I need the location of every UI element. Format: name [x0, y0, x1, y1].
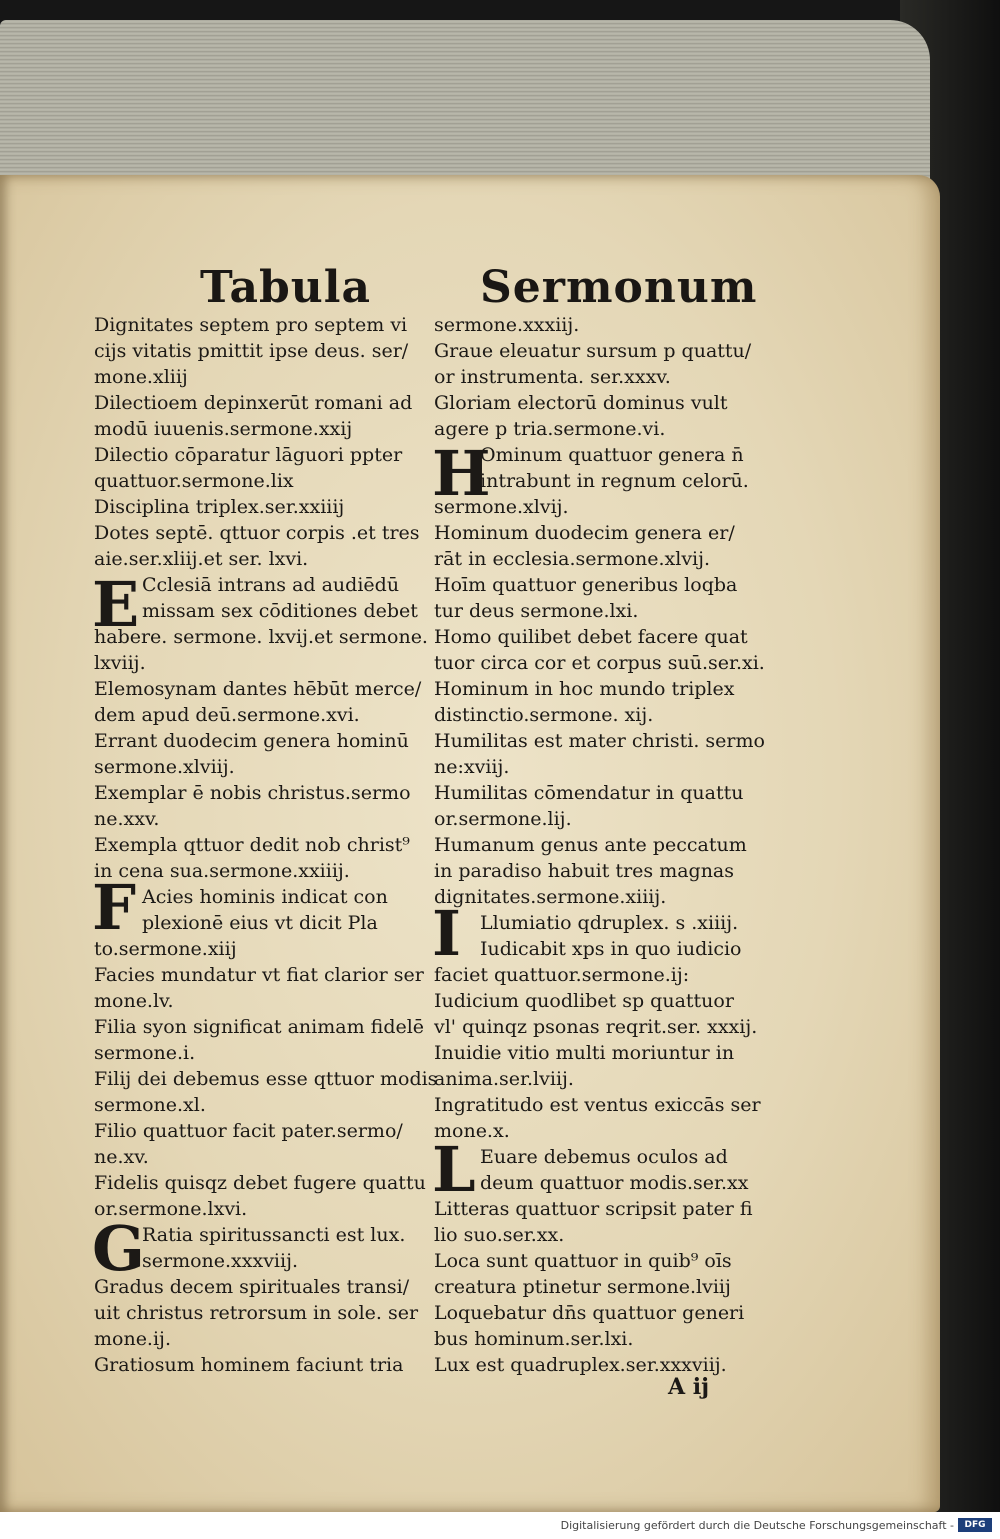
text-line: or instrumenta. ser.xxxv.	[434, 366, 671, 388]
text-line: ne.xxv.	[94, 808, 160, 830]
text-line: Llumiatio qdruplex. s .xiiij.	[480, 912, 739, 934]
text-line: in cena sua.sermone.xxiiij.	[94, 860, 350, 882]
text-line: creatura ptinetur sermone.lviij	[434, 1276, 731, 1298]
text-line: dem apud deū.sermone.xvi.	[94, 704, 360, 726]
initial-L: L	[432, 1133, 476, 1206]
text-line: bus hominum.ser.lxi.	[434, 1328, 634, 1350]
text-line: uit christus retrorsum in sole. ser	[94, 1302, 419, 1324]
text-line: Homo quilibet debet facere quat	[434, 626, 748, 648]
text-line: Humilitas est mater christi. sermo	[434, 730, 765, 752]
left-column	[94, 312, 464, 1378]
text-line: anima.ser.lviij.	[434, 1068, 574, 1090]
text-line: ne.xv.	[94, 1146, 149, 1168]
text-line: modū iuuenis.sermone.xxij	[94, 418, 353, 440]
text-line: vl' quinqz psonas reqrit.ser. xxxij.	[434, 1016, 758, 1038]
text-line: Hominum in hoc mundo triplex	[434, 678, 735, 700]
initial-E: E	[92, 568, 140, 641]
text-line: Iudicium quodlibet sp quattuor	[434, 990, 734, 1012]
text-line: Inuidie vitio multi moriuntur in	[434, 1042, 735, 1064]
text-line: Errant duodecim genera hominū	[94, 730, 409, 752]
text-line: Humilitas cōmendatur in quattu	[434, 782, 744, 804]
text-line: quattuor.sermone.lix	[94, 470, 294, 492]
text-line: Ingratitudo est ventus exiccās ser	[434, 1094, 761, 1116]
text-line: Loca sunt quattuor in quib⁹ oīs	[434, 1250, 732, 1272]
text-line: dignitates.sermone.xiiij.	[434, 886, 667, 908]
text-line: or.sermone.lxvi.	[94, 1198, 248, 1220]
text-line: Facies mundatur vt fiat clarior ser	[94, 964, 424, 986]
text-line: Ominum quattuor genera n̄	[480, 444, 744, 466]
text-line: Elemosynam dantes hēbūt merce/	[94, 678, 422, 700]
text-line: Filij dei debemus esse qttuor modis	[94, 1068, 438, 1090]
dfg-logo: DFG	[958, 1518, 992, 1532]
text-line: ne:xviij.	[434, 756, 510, 778]
text-line: sermone.xl.	[94, 1094, 206, 1116]
text-line: to.sermone.xiij	[94, 938, 237, 960]
text-line: Humanum genus ante peccatum	[434, 834, 747, 856]
initial-H: H	[432, 437, 491, 510]
text-line: in paradiso habuit tres magnas	[434, 860, 735, 882]
text-line: tuor circa cor et corpus suū.ser.xi.	[434, 652, 765, 674]
text-line: Fidelis quisqz debet fugere quattu	[94, 1172, 426, 1194]
text-line: habere. sermone. lxvij.et sermone.	[94, 626, 428, 648]
text-line: missam sex cōditiones debet	[142, 600, 418, 622]
text-line: Litteras quattuor scripsit pater fi	[434, 1198, 753, 1220]
text-line: mone.xliij	[94, 366, 188, 388]
text-line: Disciplina triplex.ser.xxiiij	[94, 496, 345, 518]
text-line: Hoīm quattuor generibus loqba	[434, 574, 738, 596]
signature-mark: A ij	[668, 1374, 710, 1400]
text-line: aie.ser.xliij.et ser. lxvi.	[94, 548, 309, 570]
text-line: sermone.xxxiij.	[434, 314, 580, 336]
text-line: intrabunt in regnum celorū.	[480, 470, 749, 492]
right-column	[434, 312, 774, 1378]
text-line: Acies hominis indicat con	[142, 886, 388, 908]
header-left: Tabula	[200, 262, 372, 313]
text-line: Gradus decem spirituales transi/	[94, 1276, 410, 1298]
text-line: Gratiosum hominem faciunt tria	[94, 1354, 404, 1376]
initial-F: F	[92, 871, 137, 944]
text-line: Dignitates septem pro septem vi	[94, 314, 408, 336]
text-line: sermone.xxxviij.	[142, 1250, 299, 1272]
header-right: Sermonum	[480, 262, 758, 313]
text-line: Graue eleuatur sursum p quattu/	[434, 340, 752, 362]
text-line: Dotes septē. qttuor corpis .et tres	[94, 522, 420, 544]
text-line: Filio quattuor facit pater.sermo/	[94, 1120, 403, 1142]
text-line: deum quattuor modis.ser.xx	[480, 1172, 749, 1194]
text-line: mone.lv.	[94, 990, 174, 1012]
text-line: Lux est quadruplex.ser.xxxviij.	[434, 1354, 727, 1376]
text-line: faciet quattuor.sermone.ij:	[434, 964, 690, 986]
footer-credit: Digitalisierung gefördert durch die Deutsche Forschungsgemeinschaft -	[560, 1519, 954, 1532]
text-line: sermone.xlviij.	[94, 756, 235, 778]
page-edges	[0, 20, 930, 185]
text-line: or.sermone.lij.	[434, 808, 572, 830]
text-line: Dilectioem depinxerūt romani ad	[94, 392, 413, 414]
text-line: sermone.i.	[94, 1042, 196, 1064]
text-line: lio suo.ser.xx.	[434, 1224, 565, 1246]
text-line: Filia syon significat animam fidelē	[94, 1016, 425, 1038]
text-line: Exemplar ē nobis christus.sermo	[94, 782, 411, 804]
text-line: Dilectio cōparatur lāguori ppter	[94, 444, 403, 466]
text-line: Euare debemus oculos ad	[480, 1146, 728, 1168]
text-line: agere p tria.sermone.vi.	[434, 418, 666, 440]
text-line: Cclesiā intrans ad audiēdū	[142, 574, 400, 596]
text-line: plexionē eius vt dicit Pla	[142, 912, 378, 934]
text-line: distinctio.sermone. xij.	[434, 704, 654, 726]
text-line: Hominum duodecim genera er/	[434, 522, 735, 544]
text-line: Iudicabit xps in quo iudicio	[480, 938, 742, 960]
text-line: lxviij.	[94, 652, 146, 674]
text-line: Gloriam electorū dominus vult	[434, 392, 728, 414]
initial-G: G	[92, 1212, 145, 1285]
footer-bar	[0, 1512, 1000, 1539]
text-line: Exempla qttuor dedit nob christ⁹	[94, 834, 410, 856]
text-line: Loquebatur dn̄s quattuor generi	[434, 1302, 745, 1324]
text-line: rāt in ecclesia.sermone.xlvij.	[434, 548, 711, 570]
text-line: cijs vitatis pmittit ipse deus. ser/	[94, 340, 409, 362]
text-line: mone.x.	[434, 1120, 510, 1142]
text-line: Ratia spiritussancti est lux.	[142, 1224, 406, 1246]
text-line: tur deus sermone.lxi.	[434, 600, 639, 622]
text-line: sermone.xlvij.	[434, 496, 569, 518]
initial-I: I	[432, 897, 462, 970]
text-line: mone.ij.	[94, 1328, 171, 1350]
